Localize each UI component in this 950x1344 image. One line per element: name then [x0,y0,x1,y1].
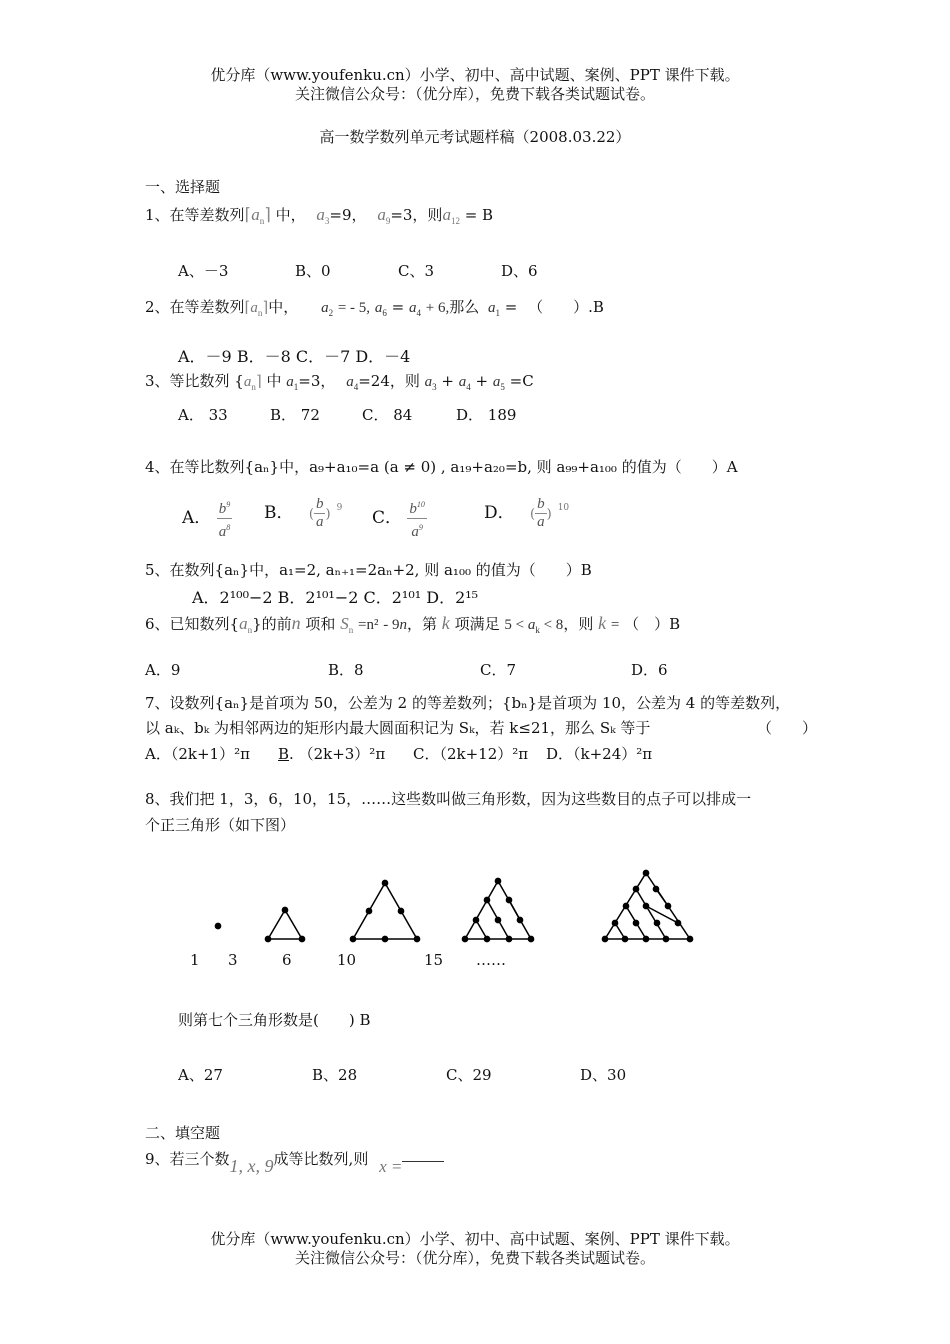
q8-option-d: D、30 [580,1066,627,1084]
q1-option-a: A、－3 [178,262,229,280]
triangle-15 [602,870,692,941]
q3-option-c: C． 84 [362,406,413,424]
q7-answer-paren: （ ） [757,719,818,737]
question-2: 2、在等差数列$⌈a_n⌉$中， $a_2$ = - 5, $a_6 = a_4 + 6$,那么 $a_1$ = （ ）.B [145,298,604,318]
question-7-line-1: 7、设数列{aₙ}是首项为 50，公差为 2 的等差数列；{bₙ}是首项为 10，公差为 4 的等差数列， [145,694,791,712]
q7-option-d: D．（k+24）²π [546,745,653,763]
q3-option-a: A． 33 [178,406,228,424]
question-7-line-2: 以 aₖ、bₖ 为相邻两边的矩形内最大圆面积记为 Sₖ，若 k≤21，那么 Sₖ 等于 [145,719,651,737]
question-8-line-1: 8、我们把 1，3，6，10，15，……这些数叫做三角形数，因为这些数目的点子可以排成一 [145,790,752,808]
section-1-heading: 一、选择题 [145,178,221,196]
triangle-6 [350,880,419,941]
q4-option-d: D． ( $\frac{b}{a}$ ) $^{10}$ [484,496,570,530]
q1-option-c: C、3 [398,262,435,280]
figure-label-15: 15 [424,951,444,969]
q7-option-c: C．（2k+12）²π [413,745,529,763]
q3-option-d: D． 189 [456,406,517,424]
q6-option-a: A．9 [145,661,181,679]
figure-label-6: 6 [282,951,292,969]
answer-blank [402,1151,444,1162]
section-2-heading: 二、填空题 [145,1124,221,1142]
q1-option-b: B、0 [295,262,331,280]
figure-label-1: 1 [190,951,200,969]
question-9: 9、若三个数1, x, 9成等比数列,则 x = [145,1150,444,1176]
q4-option-c: C． $\frac{b^{10}}{a^9}$ [372,496,427,541]
q1-option-d: D、6 [501,262,538,280]
question-4: 4、在等比数列{aₙ}中，a₉+a₁₀=a (a ≠ 0) , a₁₉+a₂₀=b, 则 a₉₉+a₁₀₀ 的值为（ ）A [145,458,738,476]
question-3: 3、等比数列 {$a_n⌉$ 中 $a_1=3$， $a_4=24$，则 $a_3 + a_4 + a_5 =C$ [145,372,534,392]
q2-options: A．－9 B．－8 C．－7 D．－4 [178,347,411,366]
q7-option-a: A．（2k+1）²π [145,745,250,763]
triangle-3 [265,907,304,941]
q4-option-b: B． ( $\frac{b}{a}$ ) $^9$ [264,496,343,530]
figure-label-10: 10 [337,951,357,969]
q8-option-a: A、27 [178,1066,223,1084]
exam-title: 高一数学数列单元考试题样稿（2008.03.22） [319,128,631,146]
figure-label-3: 3 [228,951,238,969]
header-line-1: 优分库（www.youfenku.cn）小学、初中、高中试题、案例、PPT 课件下载。 [210,66,740,84]
q7-option-b: B. （2k+3）²π [278,745,386,763]
figure-label-ellipsis: …… [476,951,506,969]
q3-option-b: B． 72 [270,406,320,424]
q8-option-c: C、29 [446,1066,492,1084]
footer-line-1: 优分库（www.youfenku.cn）小学、初中、高中试题、案例、PPT 课件下载。 [210,1230,740,1248]
q6-option-b: B．8 [328,661,364,679]
footer-line-2: 关注微信公众号：（优分库），免费下载各类试题试卷。 [294,1249,655,1267]
q5-options: A．2¹⁰⁰−2 B．2¹⁰¹−2 C．2¹⁰¹ D．2¹⁵ [192,588,479,607]
triangular-numbers-figure [190,860,710,955]
q6-option-c: C．7 [480,661,517,679]
triangle-10 [462,878,533,941]
question-1: 1、在等差数列$⌈a_n⌉$ 中， $a_3=9$， $a_9=3$，则$a_{12} = B$ [145,205,494,226]
question-8-ask: 则第七个三角形数是( ) B [178,1011,371,1029]
question-6: 6、已知数列$\{a_n\}$的前n 项和 $S_n =n^2 - 9n$，第 k 项满足 $5 < a_k < 8$，则 k = （ ）B [145,613,681,635]
q6-option-d: D．6 [631,661,668,679]
dot [215,923,220,928]
question-5: 5、在数列{aₙ}中，a₁=2, aₙ₊₁=2aₙ+2, 则 a₁₀₀ 的值为（ ）B [145,561,592,579]
q8-option-b: B、28 [312,1066,358,1084]
header-line-2: 关注微信公众号：（优分库），免费下载各类试题试卷。 [294,85,655,103]
question-8-line-2: 个正三角形（如下图） [145,816,296,834]
q4-option-a: A． $\frac{b^9}{a^8}$ [182,496,232,541]
